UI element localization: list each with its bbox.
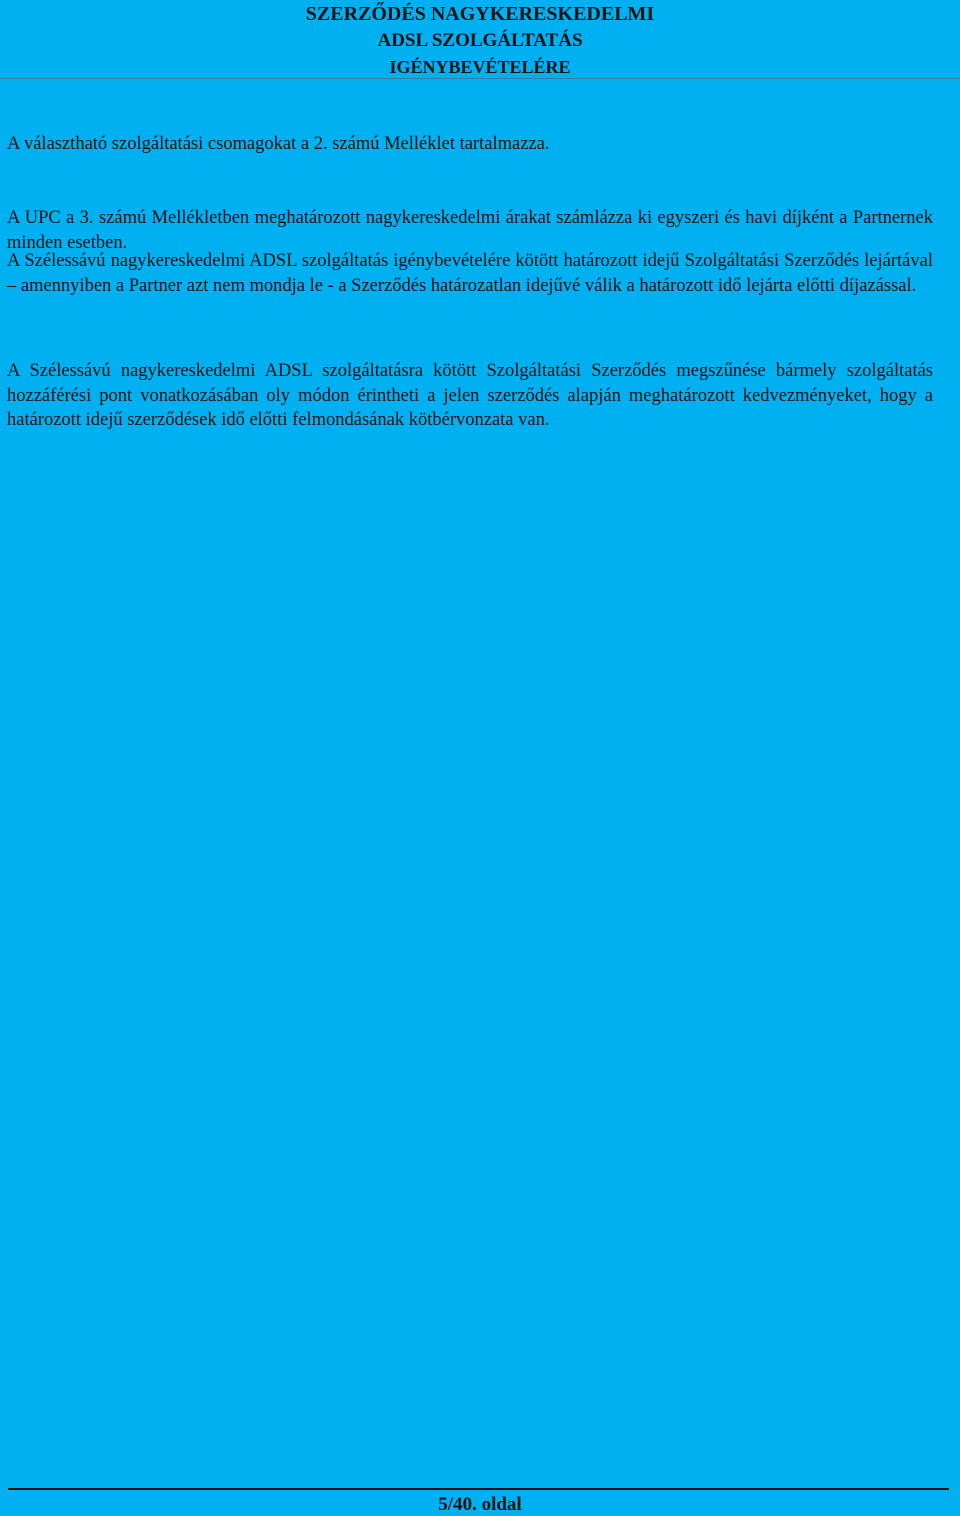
document-header — [0, 0, 960, 80]
header-divider — [0, 78, 960, 79]
header-title-line3: IGÉNYBEVÉTELÉRE — [389, 57, 571, 77]
paragraph-contract-expiry: A Szélessávú nagykereskedelmi ADSL szolgáltatás igénybevételére kötött határozott idejű Szolgáltatási Szerződés lejártával – amennyiben a Partner azt nem mondja le - a Szerződés határozatlan idejűvé válik a határozott idő lejárta előtti díjazással. — [7, 251, 933, 296]
footer-divider — [8, 1488, 949, 1490]
paragraph-packages: A választható szolgáltatási csomagokat a 2. számú Melléklet tartalmazza. — [7, 134, 550, 154]
paragraph-pricing: A UPC a 3. számú Mellékletben meghatározott nagykereskedelmi árakat számlázza ki egyszeri és havi díjként a Partnernek minden esetben. — [7, 208, 933, 253]
paragraph-termination-penalty: A Szélessávú nagykereskedelmi ADSL szolgáltatásra kötött Szolgáltatási Szerződés megszűnése bármely szolgáltatás hozzáférési pont vonatkozásában oly módon érintheti a jelen szerződés alapján meghatározott kedvezményeket, hogy a határozott idejű szerződések idő előtti felmondásának kötbérvonzata van. — [7, 361, 933, 430]
header-title-line1: SZERZŐDÉS NAGYKERESKEDELMI — [305, 3, 655, 25]
header-title-line2: ADSL SZOLGÁLTATÁS — [377, 30, 583, 51]
page-number: 5/40. oldal — [438, 1494, 522, 1515]
